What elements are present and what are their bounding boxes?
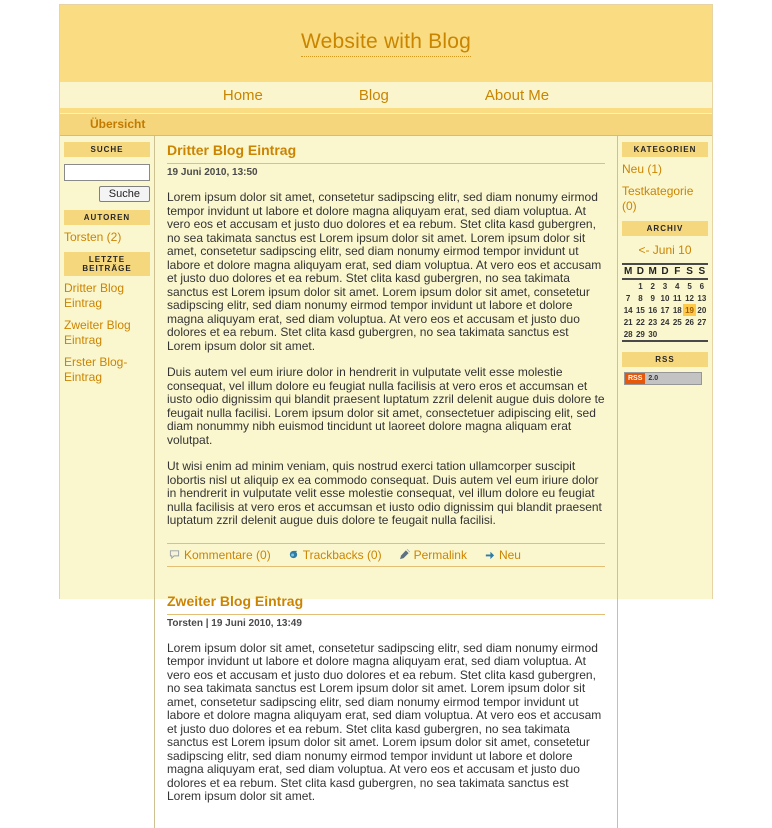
calendar-day: 13 bbox=[697, 293, 707, 303]
post-title-link[interactable]: Zweiter Blog Eintrag bbox=[167, 592, 304, 609]
post-title-link[interactable]: Dritter Blog Eintrag bbox=[167, 142, 297, 158]
nav-item-about-me[interactable]: About Me bbox=[484, 86, 550, 104]
post-paragraph: Lorem ipsum dolor sit amet, consetetur sadipscing elitr, sed diam nonumy eirmod tempor invidunt ut labore et dolore magna aliquyam erat, sed diam voluptua. At vero eos et accusam et justo duo dolores et ea rebum. Stet clita kasd gubergren, no sea takimata sanctus est Lorem ipsum dolor sit amet. Lorem ipsum dolor sit amet, consetetur sadipscing elitr, sed diam nonumy eirmod tempor invidunt ut labore et dolore magna aliquyam erat, sed diam voluptua. At vero eos et accusam et justo duo dolores et ea rebum. Stet clita kasd gubergren, no sea takimata sanctus est Lorem ipsum dolor sit amet. Lorem ipsum dolor sit amet, consetetur sadipscing elitr, sed diam nonumy eirmod tempor invidunt ut labore et dolore magna aliquyam erat, sed diam voluptua. At vero eos et accusam et justo duo dolores et ea rebum. Stet clita kasd gubergren, no sea takimata sanctus est Lorem ipsum dolor sit amet. bbox=[167, 190, 602, 353]
calendar-day: 25 bbox=[672, 317, 682, 327]
calendar-day: 4 bbox=[675, 281, 680, 291]
post-title bbox=[167, 140, 605, 164]
post-footer bbox=[167, 543, 605, 567]
search-input[interactable] bbox=[64, 164, 150, 181]
post-paragraph: Ut wisi enim ad minim veniam, quis nostrud exerci tation ullamcorper suscipit lobortis nisl ut aliquip ex ea commodo consequat. Duis autem vel eum iriure dolor in hendrerit in vulputate velit esse molestie consequat, vel illum dolore eu feugiat nulla facilisis at vero eros et accumsan et iusto odio dignissim qui blandit praesent luptatum zzril delenit augue duis dolore te feugait nulla facilisi. bbox=[167, 459, 602, 527]
calendar-week-row bbox=[622, 292, 708, 304]
trackbacks-link-label: Trackbacks (0) bbox=[302, 547, 382, 562]
category-link-neu[interactable]: Neu (1) bbox=[622, 162, 663, 176]
calendar-month-nav-link[interactable]: <- Juni 10 bbox=[638, 243, 692, 257]
calendar-day: 11 bbox=[673, 293, 682, 303]
right-sidebar bbox=[617, 136, 712, 828]
post-paragraph: Lorem ipsum dolor sit amet, consetetur sadipscing elitr, sed diam nonumy eirmod tempor invidunt ut labore et dolore magna aliquyam erat, sed diam voluptua. At vero eos et accusam et justo duo dolores et ea rebum. Stet clita kasd gubergren, no sea takimata sanctus est Lorem ipsum dolor sit amet. Lorem ipsum dolor sit amet, consetetur sadipscing elitr, sed diam nonumy eirmod tempor invidunt ut labore et dolore magna aliquyam erat, sed diam voluptua. At vero eos et accusam et justo duo dolores et ea rebum. Stet clita kasd gubergren, no sea takimata sanctus est Lorem ipsum dolor sit amet. Lorem ipsum dolor sit amet, consetetur sadipscing elitr, sed diam nonumy eirmod tempor invidunt ut labore et dolore magna aliquyam erat, sed diam voluptua. At vero eos et accusam et justo duo dolores et ea rebum. Stet clita kasd gubergren, no sea takimata sanctus est Lorem ipsum dolor sit amet. bbox=[167, 640, 602, 803]
recent-posts-section-heading: LETZTE BEITRÄGE bbox=[64, 252, 150, 276]
breadcrumb: Übersicht bbox=[60, 113, 712, 136]
calendar-day: 7 bbox=[625, 293, 631, 303]
calendar-day-header: M bbox=[623, 266, 633, 277]
main-content bbox=[155, 136, 617, 828]
calendar-day: 15 bbox=[635, 305, 645, 315]
archive-calendar bbox=[622, 263, 708, 342]
calendar-day: 20 bbox=[697, 305, 707, 315]
calendar-day bbox=[683, 328, 695, 341]
site-title-link[interactable]: Website with Blog bbox=[301, 30, 471, 57]
calendar-day: 23 bbox=[648, 317, 658, 327]
calendar-day: 5 bbox=[687, 281, 692, 291]
calendar-day-header-row bbox=[622, 264, 708, 279]
calendar-week-row bbox=[622, 279, 708, 292]
calendar-day: 10 bbox=[660, 293, 670, 303]
calendar-day: 9 bbox=[650, 293, 655, 303]
calendar-day: 3 bbox=[662, 281, 668, 291]
blog-post bbox=[167, 591, 605, 804]
post-title bbox=[167, 591, 605, 615]
permalink-link[interactable] bbox=[399, 548, 467, 562]
search-section-heading: SUCHE bbox=[64, 142, 150, 157]
calendar-day-highlighted[interactable]: 19 bbox=[685, 305, 694, 315]
permalink-icon bbox=[399, 549, 410, 560]
calendar-day: 27 bbox=[697, 317, 707, 327]
calendar-day: 28 bbox=[623, 329, 633, 339]
calendar-day: 2 bbox=[650, 281, 655, 291]
comments-link-label: Kommentare (0) bbox=[184, 547, 271, 562]
nav-item-home[interactable]: Home bbox=[222, 86, 263, 104]
calendar-week-row bbox=[622, 304, 708, 316]
recent-post-link[interactable]: Zweiter Blog Eintrag bbox=[64, 318, 131, 347]
calendar-day-header: S bbox=[696, 264, 708, 279]
calendar-day: 14 bbox=[623, 305, 633, 315]
calendar-day: 22 bbox=[635, 317, 645, 327]
calendar-day-header: S bbox=[683, 264, 695, 279]
nav-item-blog[interactable]: Blog bbox=[358, 86, 389, 104]
new-link-label: Neu bbox=[498, 547, 521, 562]
calendar-day-header: F bbox=[671, 264, 683, 279]
site-header bbox=[60, 5, 712, 82]
comments-link[interactable] bbox=[169, 548, 271, 562]
calendar-day: 12 bbox=[685, 293, 694, 303]
search-button[interactable]: Suche bbox=[99, 186, 150, 202]
archive-section-heading: ARCHIV bbox=[622, 221, 708, 236]
author-link-torsten[interactable]: Torsten (2) bbox=[64, 230, 122, 244]
comment-icon bbox=[169, 549, 180, 560]
rss-badge-label: RSS bbox=[625, 373, 645, 384]
calendar-day: 16 bbox=[648, 305, 658, 315]
permalink-link-label: Permalink bbox=[413, 547, 467, 562]
calendar-day: 30 bbox=[648, 329, 658, 339]
authors-section-heading: AUTOREN bbox=[64, 210, 150, 225]
calendar-day: 18 bbox=[672, 305, 682, 315]
new-icon bbox=[484, 549, 495, 560]
rss-section-heading: RSS bbox=[622, 352, 708, 367]
rss-badge-version: 2.0 bbox=[645, 373, 701, 384]
calendar-day: 21 bbox=[623, 317, 633, 327]
new-link[interactable] bbox=[484, 548, 521, 562]
calendar-day: 29 bbox=[635, 329, 645, 339]
calendar-week-row bbox=[622, 316, 708, 328]
page-container bbox=[59, 4, 713, 803]
calendar-day-header: D bbox=[634, 264, 646, 279]
calendar-week-row bbox=[622, 328, 708, 341]
calendar-day-header: M bbox=[648, 266, 657, 277]
left-sidebar bbox=[60, 136, 155, 828]
rss-feed-badge[interactable] bbox=[624, 372, 702, 385]
calendar-day: 1 bbox=[638, 281, 643, 291]
category-link-testkategorie[interactable]: Testkategorie (0) bbox=[622, 184, 694, 213]
calendar-day: 6 bbox=[699, 281, 705, 291]
post-meta: 19 Juni 2010, 13:50 bbox=[167, 167, 258, 178]
blog-post bbox=[167, 140, 605, 567]
main-nav bbox=[60, 82, 712, 108]
calendar-day bbox=[696, 328, 708, 341]
post-paragraph: Duis autem vel eum iriure dolor in hendrerit in vulputate velit esse molestie consequat, vel illum dolore eu feugiat nulla facilisis at vero eros et accumsan et iusto odio dignissim qui blandit praesent luptatum zzril delenit augue duis dolore te feugait nulla facilisi. Lorem ipsum dolor sit amet, consectetuer adipiscing elit, sed diam nonummy nibh euismod tincidunt ut laoreet dolore magna aliquam erat volutpat. bbox=[167, 365, 605, 447]
calendar-day: 24 bbox=[660, 317, 670, 327]
categories-section-heading: KATEGORIEN bbox=[622, 142, 708, 157]
post-meta: Torsten | 19 Juni 2010, 13:49 bbox=[167, 617, 302, 629]
calendar-day-header: D bbox=[659, 264, 671, 279]
calendar-day: 8 bbox=[638, 293, 643, 303]
content-columns bbox=[60, 136, 712, 828]
calendar-day: 26 bbox=[685, 317, 694, 327]
trackback-icon bbox=[288, 549, 299, 560]
trackbacks-link[interactable] bbox=[288, 548, 382, 562]
calendar-day: 17 bbox=[660, 305, 670, 315]
calendar-day bbox=[671, 328, 683, 341]
calendar-day bbox=[659, 328, 671, 341]
calendar-day bbox=[622, 279, 634, 292]
recent-post-link[interactable]: Erster Blog-Eintrag bbox=[64, 355, 128, 384]
recent-post-link[interactable]: Dritter Blog Eintrag bbox=[64, 281, 125, 310]
